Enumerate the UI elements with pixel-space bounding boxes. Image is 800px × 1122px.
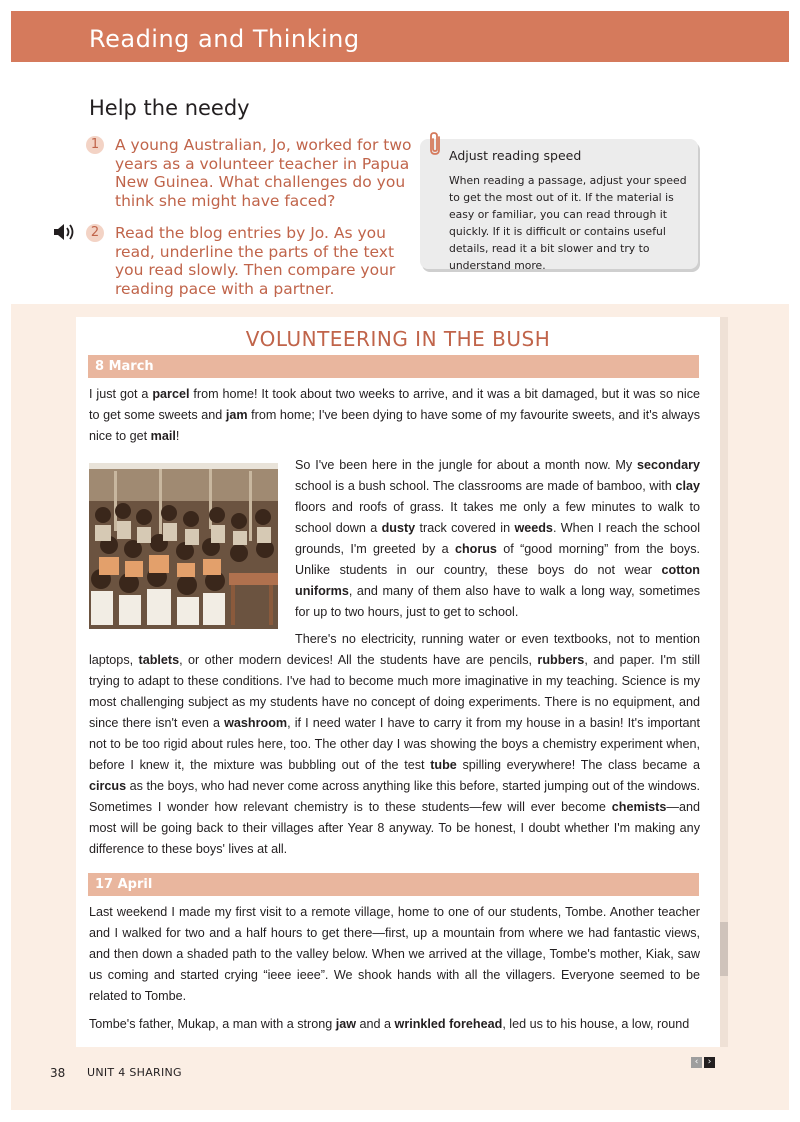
entry-date: 17 April (95, 877, 153, 892)
task-number: 2 (86, 224, 104, 242)
vocab-word: chorus (454, 542, 497, 556)
vocab-word: rubbers (537, 653, 585, 667)
task-text: Read the blog entries by Jo. As you read, underline the parts of the text you read slowly. Then compare your reading pace with a partner. (115, 224, 396, 298)
article-panel[interactable] (76, 317, 720, 1047)
article-scrollbar-thumb[interactable] (720, 922, 728, 976)
tip-body: When reading a passage, adjust your speed to get the most out of it. If the material is easy or familiar, you can read through it quickly. If it is difficult or contains useful details, read it a bit slower and try to understand more. (449, 174, 687, 272)
vocab-word: cotton uniforms (295, 563, 700, 598)
tip-title: Adjust reading speed (449, 148, 582, 163)
date-bar-17-april (88, 873, 699, 896)
section-title: Reading and Thinking (89, 25, 360, 53)
vocab-word: secondary (637, 458, 700, 472)
entry2-paragraph2: Tombe's father, Mukap, a man with a strong jaw and a wrinkled forehead, led us to his house, a low, round (89, 1017, 690, 1031)
classroom-photo (89, 463, 278, 629)
next-page-button[interactable]: › (704, 1057, 715, 1068)
vocab-word: circus (89, 779, 127, 793)
date-bar-8-march (88, 355, 699, 378)
entry2-paragraph1: Last weekend I made my first visit to a remote village, home to one of our students, Tombe. Another teacher and I walked for two and a half hours to get there—first, up a mountain from where we had fantastic views, and then down a shaded path to the valley below. When we arrived at the village, Tombe's mother, Kiak, saw us coming and started crying “ieee ieee”. We shook hands with all the villagers. Everyone seemed to be related to Tombe. (89, 905, 700, 1003)
task-number: 1 (86, 136, 104, 154)
vocab-word: tube (430, 758, 457, 772)
entry1-paragraph2: So I've been here in the jungle for about a month now. My secondary school is a bush school. The classrooms are made of bamboo, with clay floors and roofs of grass. It takes me only a few minutes to walk to school down a dusty track covered in weeds. When I reach the school grounds, I'm greeted by a chorus of “good morning” from the boys. Unlike students in our country, these boys do not wear cotton uniforms, and many of them also have to walk a long way, sometimes for up to two hours, just to get to school. (295, 458, 700, 619)
lesson-title: Help the needy (89, 96, 250, 120)
page-number: 38 (50, 1066, 66, 1080)
task-2 (86, 224, 416, 298)
vocab-word: parcel (152, 387, 190, 401)
vocab-word: jam (225, 408, 248, 422)
entry1-paragraph1: I just got a parcel from home! It took about two weeks to arrive, and it was a bit damaged, but it was so nice to get some sweets and jam from home; I've been dying to have some of my favourite sweets, and it's always nice to get mail! (89, 387, 700, 443)
speaker-icon[interactable] (53, 222, 77, 242)
vocab-word: wrinkled forehead (394, 1017, 503, 1031)
prev-page-button[interactable]: ‹ (691, 1057, 702, 1068)
task-1 (86, 136, 416, 210)
paperclip-icon (427, 131, 445, 157)
vocab-word: weeds (514, 521, 553, 535)
vocab-word: mail (150, 429, 176, 443)
entry1-paragraph3: There's no electricity, running water or even textbooks, not to mention laptops, tablets, or other modern devices! All the students have are pencils, rubbers, and paper. I'm still trying to adapt to these conditions. I've had to become much more imaginative in my teaching. Science is my most challenging subject as my students have no concept of doing experiments. There is no equipment, and since there isn't even a washroom, if I need water I have to carry it from my house in a basin! It's important not to be too rigid about rules here, too. The other day I was showing the boys a chemistry experiment when, before I knew it, the mixture was bubbling out of the test tube spilling everywhere! The class became a circus as the boys, who had never come across anything like this before, started jumping out of the windows. Sometimes I wonder how relevant chemistry is to these students—few will ever become chemists—and most will be going back to their villages after Year 8 anyway. To be honest, I doubt whether I'm making any difference to these boys' lives at all. (89, 632, 701, 856)
unit-label: UNIT 4 SHARING (87, 1066, 182, 1079)
vocab-word: tablets (138, 653, 180, 667)
entry-date: 8 March (95, 359, 154, 374)
vocab-word: washroom (224, 716, 288, 730)
section-header-band (11, 11, 789, 62)
vocab-word: clay (675, 479, 700, 493)
vocab-word: chemists (611, 800, 667, 814)
article-title: VOLUNTEERING IN THE BUSH (245, 327, 551, 351)
task-text: A young Australian, Jo, worked for two years as a volunteer teacher in Papua New Guinea. What challenges do you think she might have faced? (115, 136, 412, 210)
vocab-word: jaw (335, 1017, 357, 1031)
vocab-word: dusty (381, 521, 416, 535)
